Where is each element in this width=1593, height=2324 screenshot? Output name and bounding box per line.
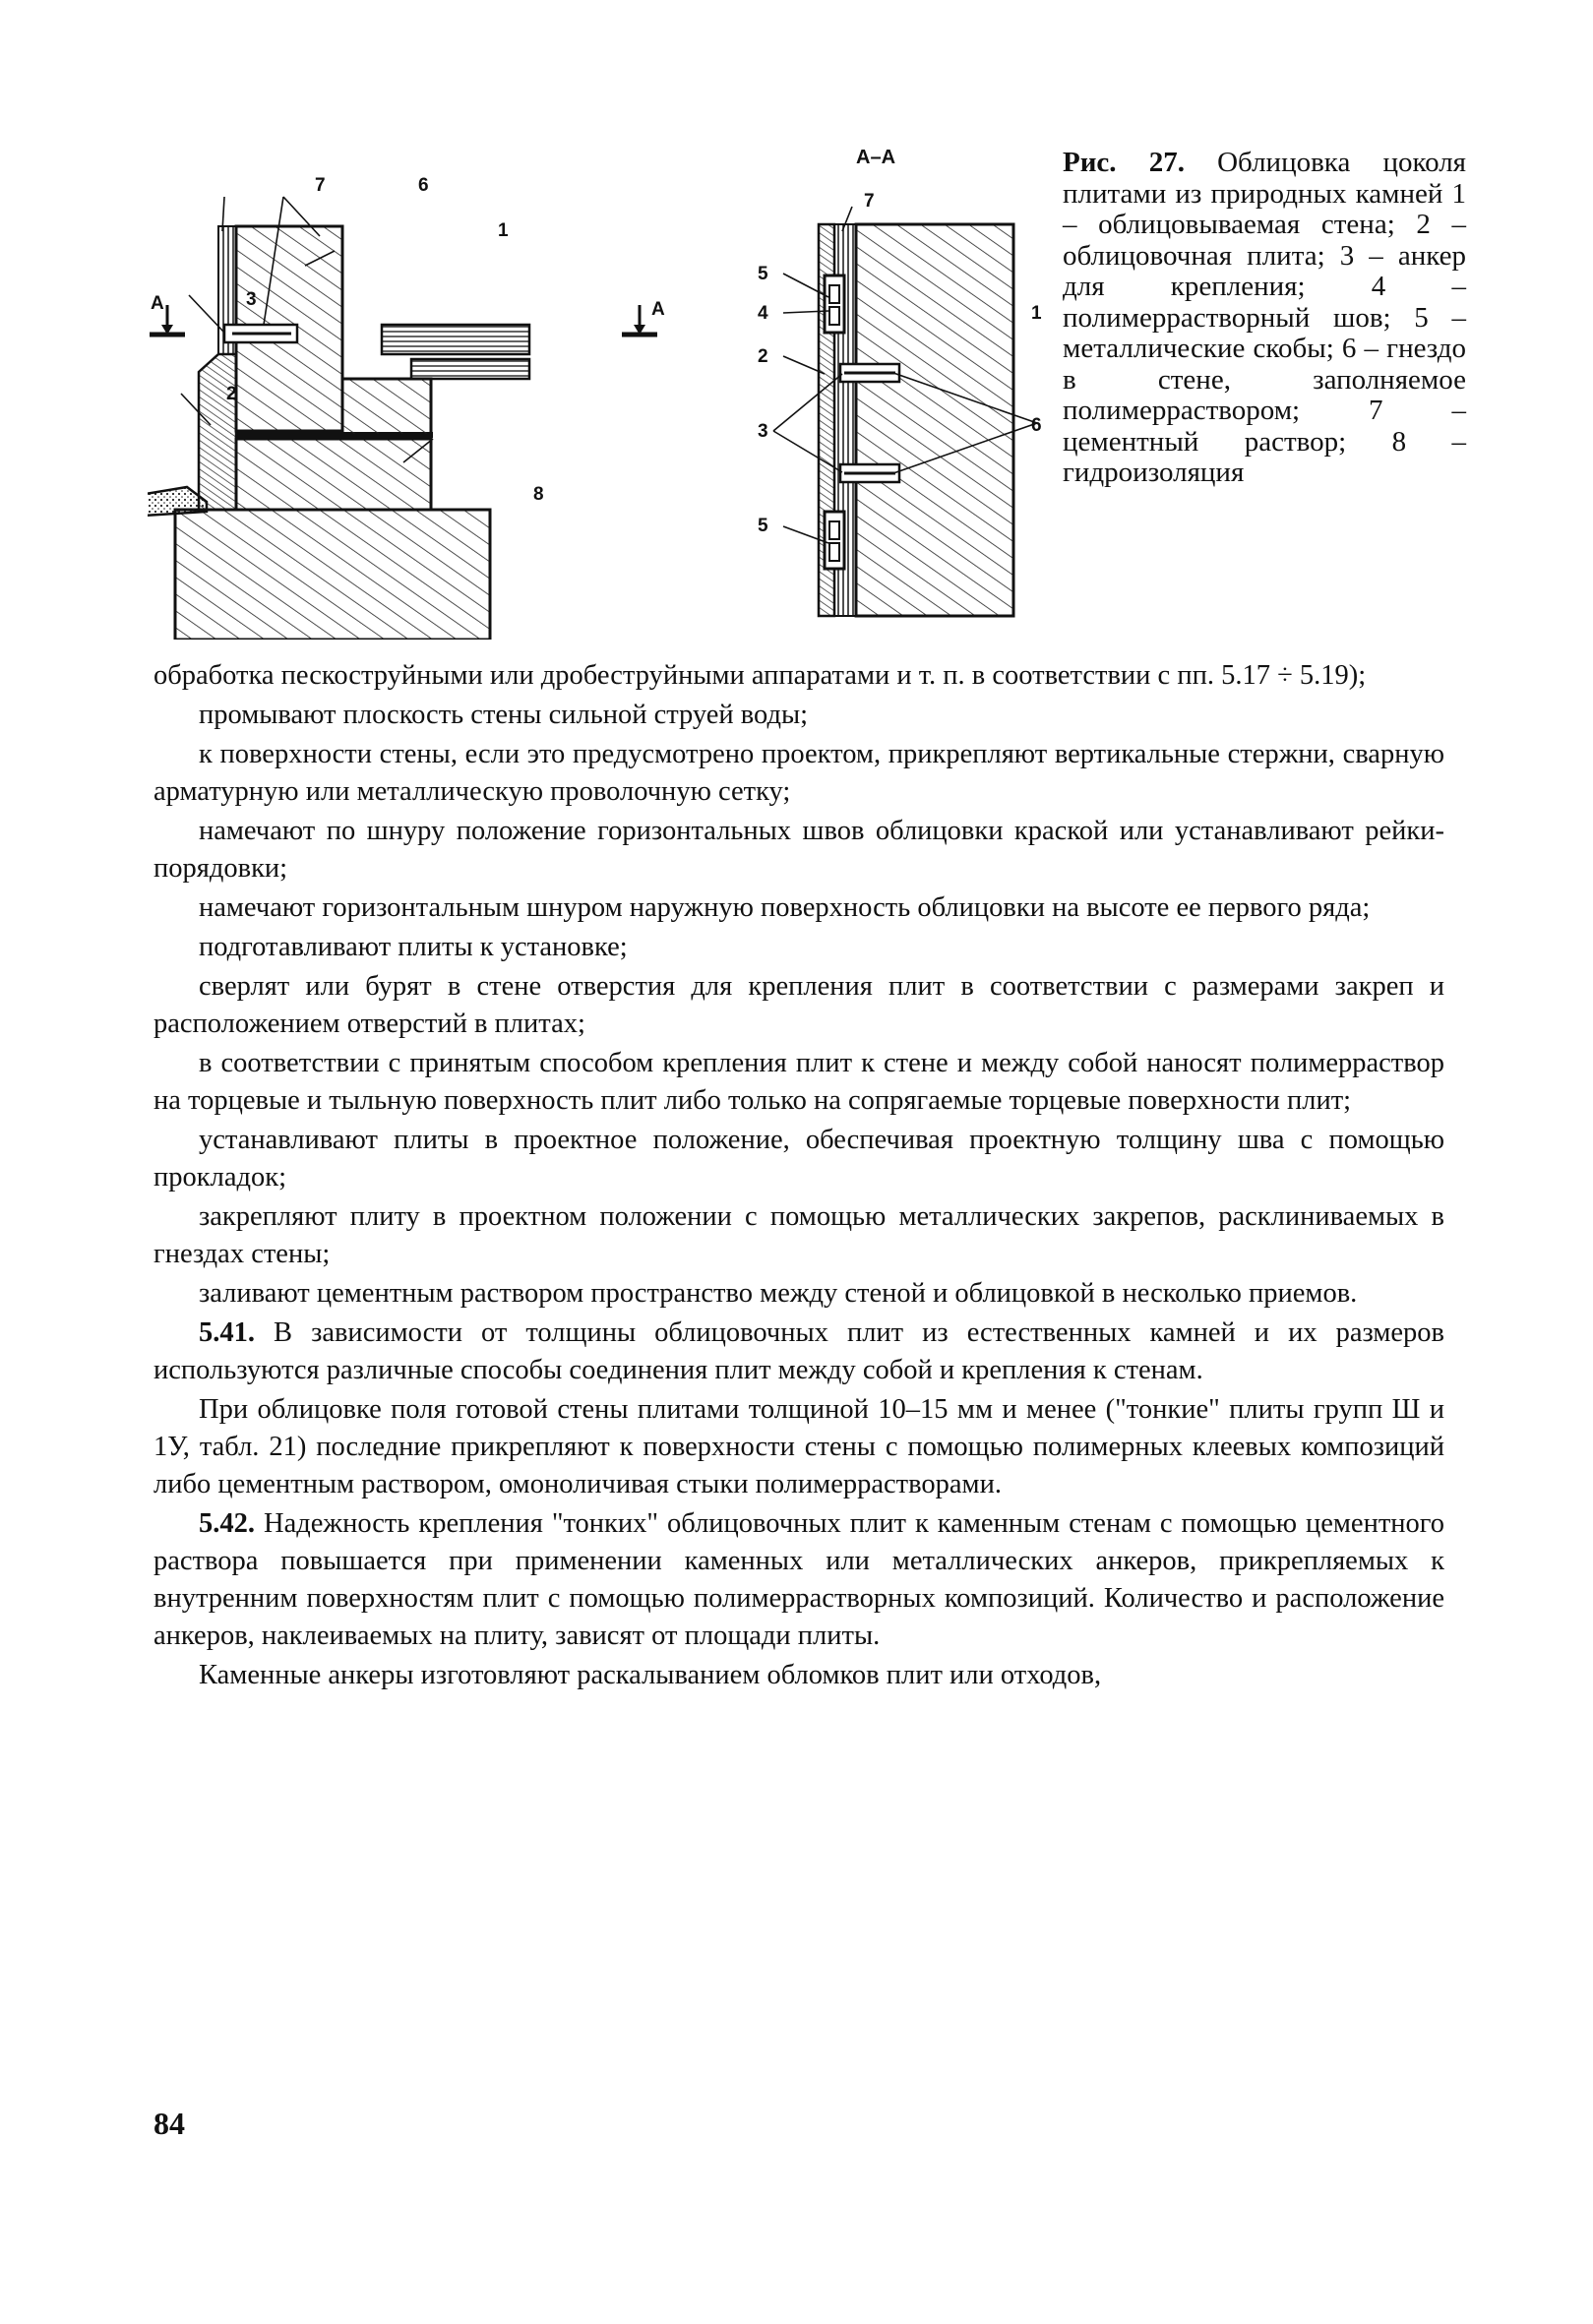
left-label-1: 1 <box>498 220 509 241</box>
figure-27 <box>148 138 1043 640</box>
left-label-7: 7 <box>315 175 326 196</box>
slab <box>342 379 431 435</box>
left-label-2: 2 <box>226 384 237 404</box>
paragraph: Каменные анкеры изготовляют раскалыванием обломков плит или отходов, <box>199 1660 1102 1690</box>
caption-title: Рис. 27. <box>1063 147 1185 178</box>
section-mark-right: А <box>651 299 665 320</box>
paragraph: в соответствии с принятым способом крепления плит к стене и между собой наносят полимерраствор на торцевые и тыльную поверхность плит либо только на сопрягаемые торцевые поверхности плит; <box>153 1048 1444 1116</box>
plinth-section-drawing <box>148 175 665 640</box>
aa-label-3: 3 <box>758 421 768 442</box>
section-number: 5.42. <box>199 1508 255 1539</box>
paragraph: подготавливают плиты к установке; <box>199 932 628 962</box>
section-aa-drawing <box>758 147 1042 616</box>
paragraph: устанавливают плиты в проектное положение, обеспечивая проектную толщину шва с помощью прокладок; <box>153 1125 1444 1193</box>
floor-slab-upper <box>382 325 529 354</box>
page-number: 84 <box>153 2106 185 2141</box>
paragraph: намечают горизонтальным шнуром наружную поверхность облицовки на высоте ее первого ряда; <box>199 892 1371 923</box>
section-number: 5.41. <box>199 1317 255 1348</box>
section-drawings <box>148 138 1043 640</box>
left-label-8: 8 <box>533 484 544 505</box>
section-text: В зависимости от толщины облицовочных плит из естественных камней и их размеров используются различные способы соединения плит между собой и крепления к стенам. <box>153 1317 1444 1385</box>
paragraph: При облицовке поля готовой стены плитами толщиной 10–15 мм и менее ("тонкие" плиты групп Ш и 1У, табл. 21) последние прикрепляют к поверхности стены с помощью полимерных клеевых композиций либо цементным раствором, омоноличивая стыки полимеррастворами. <box>153 1394 1444 1499</box>
left-label-6: 6 <box>418 175 429 196</box>
paragraph: обработка пескоструйными или дробеструйными аппаратами и т. п. в соответствии с пп. 5.17 ÷ 5.19); <box>153 660 1367 691</box>
foundation-block <box>175 510 490 640</box>
aa-label-5-top: 5 <box>758 264 768 284</box>
section-text: Надежность крепления "тонких" облицовочных плит к каменным стенам с помощью цементного раствора повышается при применении каменных или металлических анкеров, прикрепляемых к внутренним поверхностям плит с помощью полимеррастворных композиций. Количество и расположение анкеров, наклеиваемых на плиту, зависят от площади плиты. <box>153 1508 1445 1651</box>
section-mark-left: А <box>151 293 164 314</box>
paragraph: к поверхности стены, если это предусмотрено проектом, прикрепляют вертикальные стержни, сварную арматурную или металлическую проволочную сетку; <box>153 739 1444 807</box>
aa-wall <box>856 224 1013 616</box>
wall-base <box>236 439 431 510</box>
floor-slab-lower <box>411 359 529 379</box>
aa-label-4: 4 <box>758 303 768 324</box>
section-aa-title: А–А <box>856 147 896 168</box>
left-label-3: 3 <box>246 289 257 310</box>
section-5-42 <box>153 1505 1444 1655</box>
paragraph: намечают по шнуру положение горизонтальных швов облицовки краской или устанавливают рейки-порядовки; <box>153 816 1444 884</box>
paragraph: сверлят или бурят в стене отверстия для крепления плит в соответствии с размерами закреп и расположением отверстий в плитах; <box>153 971 1444 1039</box>
aa-label-7: 7 <box>864 191 875 212</box>
paragraph: закрепляют плиту в проектном положении с помощью металлических закрепов, расклиниваемых в гнездах стены; <box>153 1201 1444 1269</box>
section-5-41 <box>153 1315 1444 1389</box>
paragraph: заливают цементным раствором пространство между стеной и облицовкой в несколько приемов. <box>199 1278 1358 1309</box>
aa-label-5-bottom: 5 <box>758 516 768 536</box>
paragraph: промывают плоскость стены сильной струей воды; <box>199 700 809 730</box>
cladding-plate <box>199 354 236 510</box>
aa-label-2: 2 <box>758 346 768 367</box>
figure-caption <box>1063 148 1466 489</box>
aa-label-6: 6 <box>1031 415 1042 436</box>
body-text <box>153 657 1444 1696</box>
caption-text: Облицовка цоколя плитами из природных камней 1 – облицовываемая стена; 2 – облицовочная плита; 3 – анкер для крепления; 4 – полимеррастворный шов; 5 – металлические скобы; 6 – гнездо в стене, заполняемое полимерраствором; 7 – цементный раствор; 8 – гидроизоляция <box>1063 147 1467 488</box>
aa-label-1: 1 <box>1031 303 1042 324</box>
